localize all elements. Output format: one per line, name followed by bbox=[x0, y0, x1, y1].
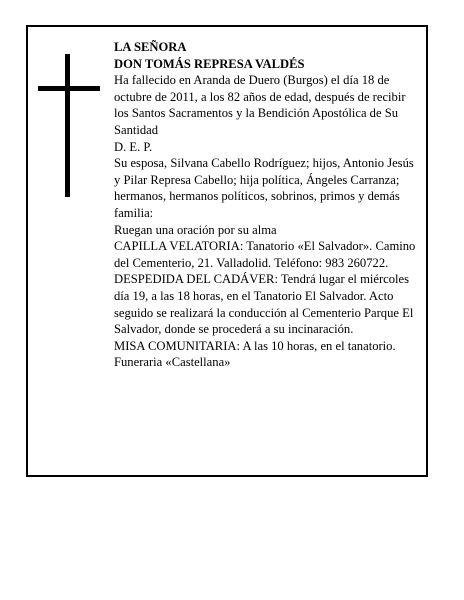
farewell-info: DESPEDIDA DEL CADÁVER: Tendrá lugar el miércoles día 19, a las 18 horas, en el Tanatorio El Salvador. Acto seguido se realizará la conducción al Cementerio Parque El Salvador, donde se procederá a su incinaración. bbox=[114, 272, 414, 337]
chapel-info: CAPILLA VELATORIA: Tanatorio «El Salvador». Camino del Cementerio, 21. Valladolid. Teléfono: 983 260722. bbox=[114, 239, 416, 270]
funeral-home: Funeraria «Castellana» bbox=[114, 355, 231, 370]
cross-horizontal-bar bbox=[38, 86, 100, 91]
obituary-text-block bbox=[114, 39, 419, 371]
deceased-name: DON TOMÁS REPRESA VALDÉS bbox=[114, 56, 305, 71]
mass-info: MISA COMUNITARIA: A las 10 horas, en el tanatorio. bbox=[114, 338, 396, 353]
cross-vertical-bar bbox=[65, 54, 70, 197]
prayer-request: Ruegan una oración por su alma bbox=[114, 222, 277, 237]
dep-line: D. E. P. bbox=[114, 139, 153, 154]
death-announcement: Ha fallecido en Aranda de Duero (Burgos) el día 18 de octubre de 2011, a los 82 años de edad, después de recibir los Santos Sacramentos y la Bendición Apostólica de Su Santidad bbox=[114, 73, 406, 137]
family-list: Su esposa, Silvana Cabello Rodríguez; hijos, Antonio Jesús y Pilar Represa Cabello; hija política, Ángeles Carranza; hermanos, hermanos políticos, sobrinos, primos y demás familia: bbox=[114, 156, 414, 220]
notice-heading: LA SEÑORA bbox=[114, 40, 187, 54]
cross-icon bbox=[38, 54, 100, 197]
